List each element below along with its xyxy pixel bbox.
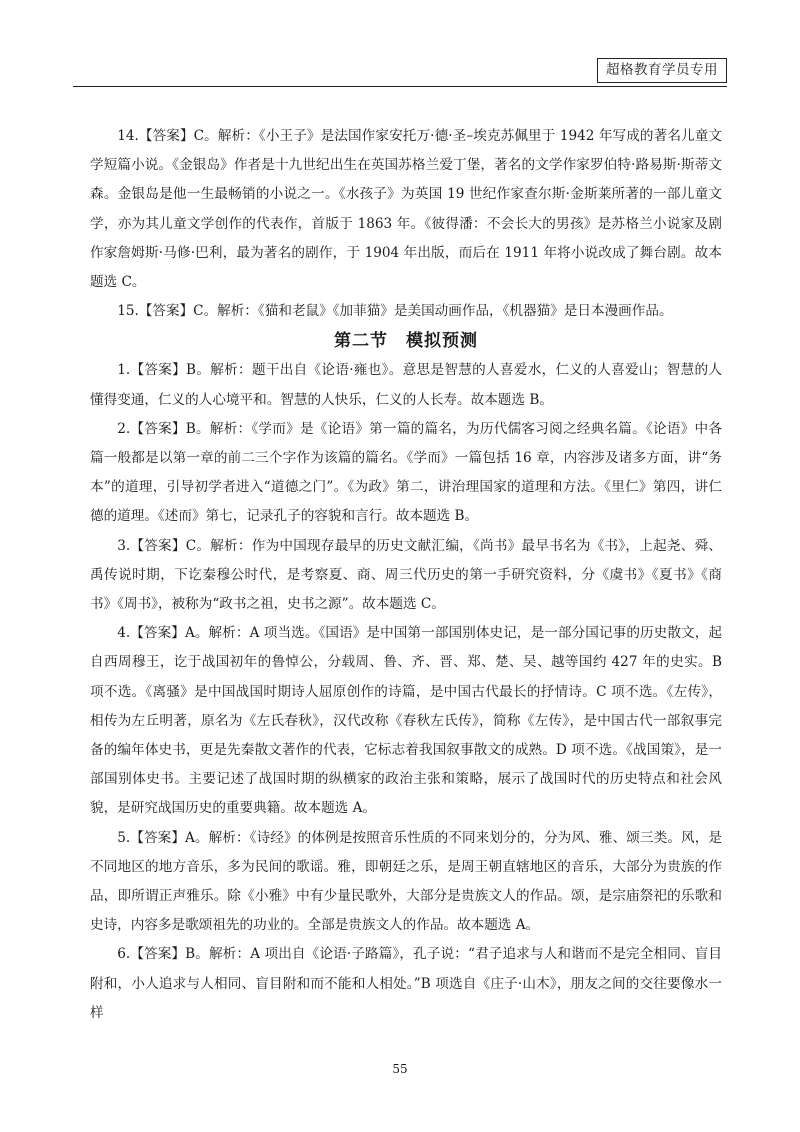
answer-paragraph-2: 2.【答案】B。解析：《学而》是《论语》第一篇的篇名，为历代儒客习阅之经典名篇。《论语》中各篇一般都是以第一章的前二三个字作为该篇的篇名。《学而》一篇包括 16 章，内容涉及诸多方面，讲“务本”的道理，引导初学者进入“道德之门”。《为政》第二，讲治理国家的道理和方法。《里仁》第四，讲仁德的道理。《述而》第七，记录孔子的容貌和言行。故本题选 B。	[90, 420, 722, 525]
header-rule	[73, 86, 727, 87]
header-badge: 超格教育学员专用	[597, 58, 727, 83]
answer-paragraph-5: 5.【答案】A。解析：《诗经》的体例是按照音乐性质的不同来划分的，分为风、雅、颂三类。风，是不同地区的地方音乐，多为民间的歌谣。雅，即朝廷之乐，是周王朝直辖地区的音乐，大部分为贵族的作品，即所谓正声雅乐。除《小雅》中有少量民歌外，大部分是贵族文人的作品。颂，是宗庙祭祀的乐歌和史诗，内容多是歌颂祖先的功业的。全部是贵族文人的作品。故本题选 A。	[90, 829, 722, 934]
page-number: 55	[392, 1062, 408, 1076]
answer-paragraph-4: 4.【答案】A。解析：A 项当选。《国语》是中国第一部国别体史记，是一部分国记事的历史散文，起自西周穆王，讫于战国初年的鲁悼公，分载周、鲁、齐、晋、郑、楚、吴、越等国约 427 年的史实。B 项不选。《离骚》是中国战国时期诗人屈原创作的诗篇，是中国古代最长的抒情诗。C 项不选。《左传》，相传为左丘明著，原名为《左氏春秋》，汉代改称《春秋左氏传》，简称《左传》，是中国古代一部叙事完备的编年体史书，更是先秦散文著作的代表，它标志着我国叙事散文的成熟。D 项不选。《战国策》，是一部国别体史书。主要记述了战国时期的纵横家的政治主张和策略，展示了战国时代的历史特点和社会风貌，是研究战国历史的重要典籍。故本题选 A。	[90, 625, 722, 817]
answer-paragraph-15: 15.【答案】C。解析：《猫和老鼠》《加菲猫》是美国动画作品，《机器猫》是日本漫画作品。	[117, 303, 673, 320]
page-content	[90, 122, 722, 1028]
section-title: 第二节 模拟预测	[334, 331, 478, 352]
answer-paragraph-14: 14.【答案】C。解析：《小王子》是法国作家安托万·德·圣–埃克苏佩里于 1942 年写成的著名儿童文学短篇小说。《金银岛》作者是十九世纪出生在英国苏格兰爱丁堡，著名的文学作家罗伯特·路易斯·斯蒂文森。金银岛是他一生最畅销的小说之一。《水孩子》为英国 19 世纪作家查尔斯·金斯莱所著的一部儿童文学，亦为其儿童文学创作的代表作，首版于 1863 年。《彼得潘：不会长大的男孩》是苏格兰小说家及剧作家詹姆斯·马修·巴利，最为著名的剧作，于 1904 年出版，而后在 1911 年将小说改成了舞台剧。故本题选 C。	[90, 128, 722, 291]
answer-paragraph-6: 6.【答案】B。解析：A 项出自《论语·子路篇》，孔子说：“君子追求与人和谐而不是完全相同、盲目附和，小人追求与人相同、盲目附和而不能和人相处。”B 项选自《庄子·山木》，朋友之间的交往要像水一样	[90, 946, 722, 1021]
answer-paragraph-1: 1.【答案】B。解析：题干出自《论语·雍也》。意思是智慧的人喜爱水，仁义的人喜爱山；智慧的人懂得变通，仁义的人心境平和。智慧的人快乐，仁义的人长寿。故本题选 B。	[90, 362, 722, 408]
answer-paragraph-3: 3.【答案】C。解析：作为中国现存最早的历史文献汇编，《尚书》最早书名为《书》，上起尧、舜、禹传说时期，下讫秦穆公时代，是考察夏、商、周三代历史的第一手研究资料，分《虞书》《夏书》《商书》《周书》，被称为“政书之祖，史书之源”。故本题选 C。	[90, 537, 722, 613]
